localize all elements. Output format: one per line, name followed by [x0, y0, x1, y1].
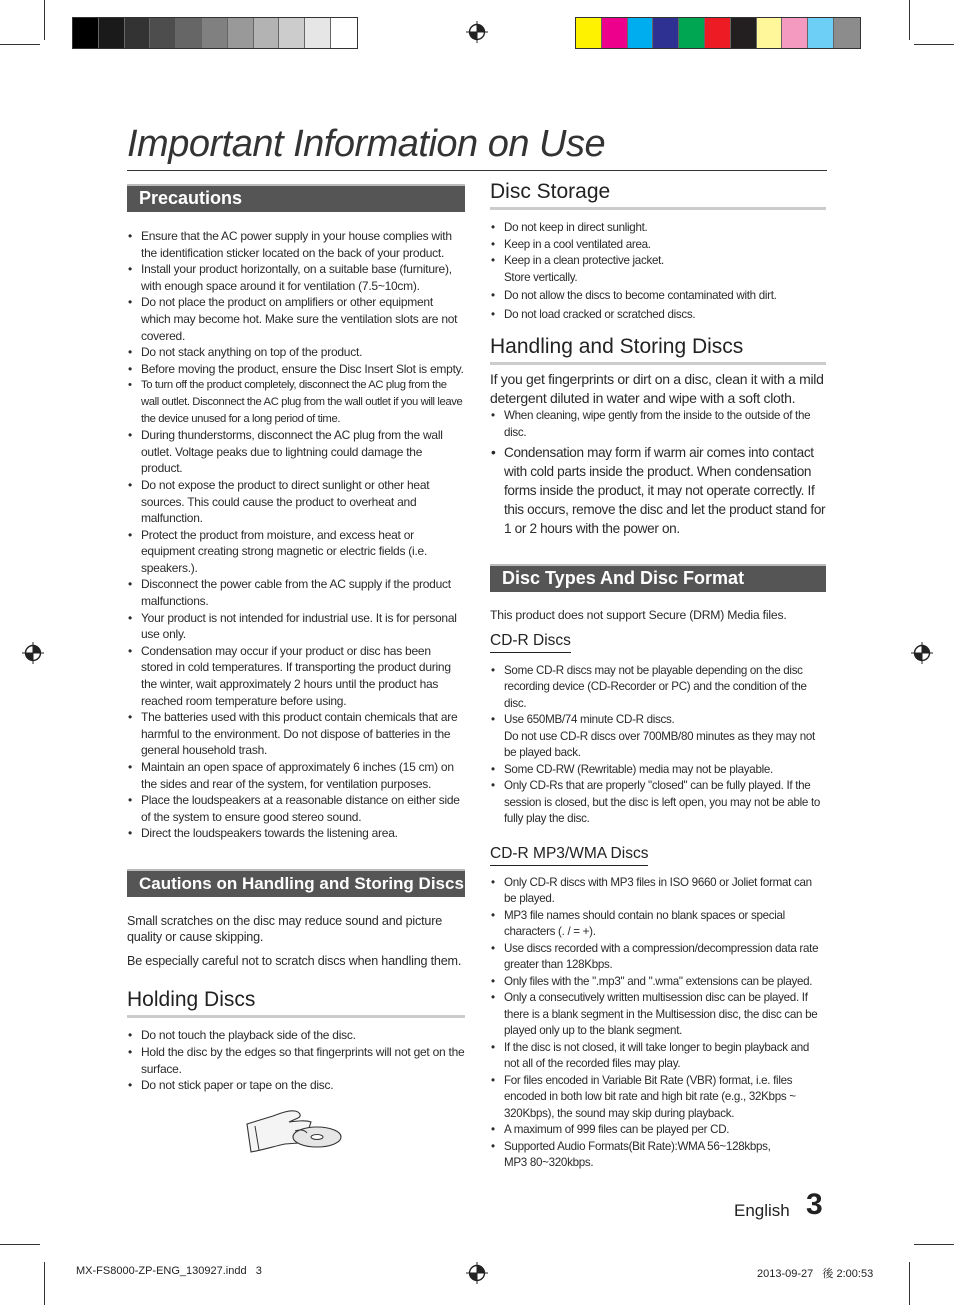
list-item: • Protect the product from moisture, and excess heat or equipment creating strong magnetic or electric fields (i.e. speakers.).: [127, 527, 465, 577]
list-item: • Do not expose the product to direct sunlight or other heat sources. This could cause the product to overheat and malfunction.: [127, 477, 465, 527]
list-item: [490, 253, 826, 286]
list-item-line: • Use 650MB/74 minute CD-R discs.: [504, 713, 675, 726]
list-item: • If the disc is not closed, it will take longer to begin playback and not all of the recorded files may play.: [490, 1040, 826, 1073]
color-swatch: [628, 18, 654, 48]
color-swatch: [125, 18, 151, 48]
list-item: • Some CD-R discs may not be playable depending on the disc recording device (CD-Recorder or PC) and the condition of the disc.: [490, 663, 826, 713]
color-swatch: [782, 18, 808, 48]
color-swatch: [331, 18, 357, 48]
color-swatch: [99, 18, 125, 48]
list-item: • Only files with the ".mp3" and ".wma" extensions can be played.: [490, 974, 826, 991]
file-slug: MX-FS8000-ZP-ENG_130927.indd 3: [76, 1265, 262, 1277]
crop-mark: [914, 44, 954, 45]
list-item: • Place the loudspeakers at a reasonable distance on either side of the system to ensure good stereo sound.: [127, 792, 465, 825]
storage-list: [490, 220, 826, 323]
list-item: • Ensure that the AC power supply in your house complies with the identification sticker located on the back of your product.: [127, 228, 465, 261]
page-title: Important Information on Use: [127, 123, 606, 165]
list-item: • For files encoded in Variable Bit Rate (VBR) format, i.e. files encoded in both low bit rate and high bit rate (e.g., 32Kbps ~ 320Kbps), the sound may skip during playback.: [490, 1073, 826, 1123]
list-item: • Only CD-R discs with MP3 files in ISO 9660 or Joliet format can be played.: [490, 875, 826, 908]
list-item: [490, 712, 826, 762]
color-swatch: [731, 18, 757, 48]
registration-mark-icon: [466, 1262, 488, 1284]
list-item-line: Store vertically.: [504, 270, 578, 284]
cdr-list: [490, 663, 826, 828]
list-item: • Keep in a cool ventilated area.: [490, 237, 826, 254]
right-column: [490, 179, 826, 1172]
list-item: • Do not place the product on amplifiers or other equipment which may become hot. Make sure the ventilation slots are not covered.: [127, 294, 465, 344]
precautions-heading: Precautions: [127, 184, 465, 212]
date-slug: 2013-09-27 後 2:00:53: [757, 1268, 874, 1280]
list-item: • Your product is not intended for industrial use. It is for personal use only.: [127, 610, 465, 643]
list-item: • Do not keep in direct sunlight.: [490, 220, 826, 237]
handling-list: [490, 408, 826, 538]
crop-mark: [0, 44, 40, 45]
registration-mark-icon: [911, 642, 933, 664]
list-item: • When cleaning, wipe gently from the inside to the outside of the disc.: [490, 408, 826, 441]
list-item: • Direct the loudspeakers towards the listening area.: [127, 825, 465, 842]
crop-mark: [909, 0, 910, 40]
color-swatch: [202, 18, 228, 48]
color-swatch: [679, 18, 705, 48]
color-swatch: [834, 18, 860, 48]
color-swatch: [73, 18, 99, 48]
list-item-line: Do not use CD-R discs over 700MB/80 minutes as they may not be played back.: [504, 729, 815, 759]
list-item: • To turn off the product completely, disconnect the AC plug from the wall outlet. Disconnect the AC plug from the wall outlet if you will leave the device unused for a long period of time.: [127, 377, 465, 427]
registration-mark-icon: [466, 21, 488, 43]
list-item: • Do not touch the playback side of the disc.: [127, 1027, 465, 1044]
title-rule: [127, 170, 827, 171]
list-item: • Do not stack anything on top of the product.: [127, 344, 465, 361]
handling-heading: Handling and Storing Discs: [490, 334, 826, 365]
process-color-bar: [575, 17, 861, 49]
list-item: • Disconnect the power cable from the AC supply if the product malfunctions.: [127, 576, 465, 609]
crop-mark: [44, 0, 45, 40]
color-swatch: [150, 18, 176, 48]
left-column: [127, 184, 465, 1156]
list-item: [490, 1139, 826, 1172]
grayscale-color-bar: [72, 17, 358, 49]
mp3-heading: CD-R MP3/WMA Discs: [490, 845, 648, 866]
color-swatch: [176, 18, 202, 48]
crop-mark: [914, 1244, 954, 1245]
color-swatch: [305, 18, 331, 48]
color-swatch: [808, 18, 834, 48]
color-swatch: [254, 18, 280, 48]
list-item: • Do not load cracked or scratched discs.: [490, 307, 826, 324]
page-number: 3: [806, 1188, 823, 1221]
registration-mark-icon: [22, 642, 44, 664]
list-item: • Only a consecutively written multisession disc can be played. If there is a blank segment in the Multisession disc, the disc can be played only up to the blank segment.: [490, 990, 826, 1040]
disc-types-intro: This product does not support Secure (DRM) Media files.: [490, 608, 787, 622]
color-swatch: [279, 18, 305, 48]
list-item-line: • Keep in a clean protective jacket.: [504, 254, 664, 267]
crop-mark: [44, 1262, 45, 1305]
mp3-list: [490, 875, 826, 1172]
list-item: • Do not allow the discs to become contaminated with dirt.: [490, 288, 826, 305]
color-swatch: [228, 18, 254, 48]
list-item-line: • Supported Audio Formats(Bit Rate):WMA 56~128kbps,: [504, 1139, 771, 1153]
holding-list: [127, 1027, 465, 1093]
color-swatch: [705, 18, 731, 48]
list-item-line: MP3 80~320kbps.: [504, 1156, 594, 1169]
list-item: • Do not stick paper or tape on the disc.: [127, 1077, 465, 1094]
cautions-heading: Cautions on Handling and Storing Discs: [127, 869, 465, 897]
list-item: • Use discs recorded with a compression/decompression data rate greater than 128Kbps.: [490, 941, 826, 974]
disc-types-heading: Disc Types And Disc Format: [490, 564, 826, 592]
footer-language: English: [734, 1201, 790, 1220]
list-item: • Condensation may form if warm air comes into contact with cold parts inside the product. When condensation forms inside the product, it may not operate correctly. If this occurs, remove the disc and let the product stand for 1 or 2 hours with the power on.: [490, 443, 826, 538]
storage-heading: Disc Storage: [490, 179, 826, 210]
list-item: • Condensation may occur if your product or disc has been stored in cold temperatures. If transporting the product during the winter, wait approximately 2 hours until the product has reached room temperature before using.: [127, 643, 465, 709]
cdr-heading: CD-R Discs: [490, 632, 571, 653]
hand-holding-disc-icon: [245, 1106, 345, 1156]
holding-heading: Holding Discs: [127, 987, 465, 1018]
list-item: • Install your product horizontally, on a suitable base (furniture), with enough space around it for ventilation (7.5~10cm).: [127, 261, 465, 294]
list-item: • During thunderstorms, disconnect the AC plug from the wall outlet. Voltage peaks due to lightning could damage the product.: [127, 427, 465, 477]
list-item: • The batteries used with this product contain chemicals that are harmful to the environment. Do not dispose of batteries in the general household trash.: [127, 709, 465, 759]
handling-intro: If you get fingerprints or dirt on a disc, clean it with a mild detergent diluted in water and wipe with a soft cloth.: [490, 371, 824, 406]
cautions-paragraph: Small scratches on the disc may reduce sound and picture quality or cause skipping.: [127, 913, 443, 945]
precautions-list: [127, 228, 465, 842]
list-item: • Hold the disc by the edges so that fingerprints will not get on the surface.: [127, 1044, 465, 1077]
list-item: • Before moving the product, ensure the Disc Insert Slot is empty.: [127, 361, 465, 378]
crop-mark: [0, 1244, 40, 1245]
list-item: • Only CD-Rs that are properly "closed" can be fully played. If the session is closed, but the disc is left open, you may not be able to fully play the disc.: [490, 778, 826, 828]
crop-mark: [909, 1262, 910, 1305]
list-item: • MP3 file names should contain no blank spaces or special characters (. / = +).: [490, 908, 826, 941]
color-swatch: [757, 18, 783, 48]
list-item: • A maximum of 999 files can be played per CD.: [490, 1122, 826, 1139]
cautions-paragraph: Be especially careful not to scratch discs when handling them.: [127, 953, 462, 968]
color-swatch: [576, 18, 602, 48]
list-item: • Some CD-RW (Rewritable) media may not be playable.: [490, 762, 826, 779]
color-swatch: [653, 18, 679, 48]
color-swatch: [602, 18, 628, 48]
list-item: • Maintain an open space of approximately 6 inches (15 cm) on the sides and rear of the system, for ventilation purposes.: [127, 759, 465, 792]
